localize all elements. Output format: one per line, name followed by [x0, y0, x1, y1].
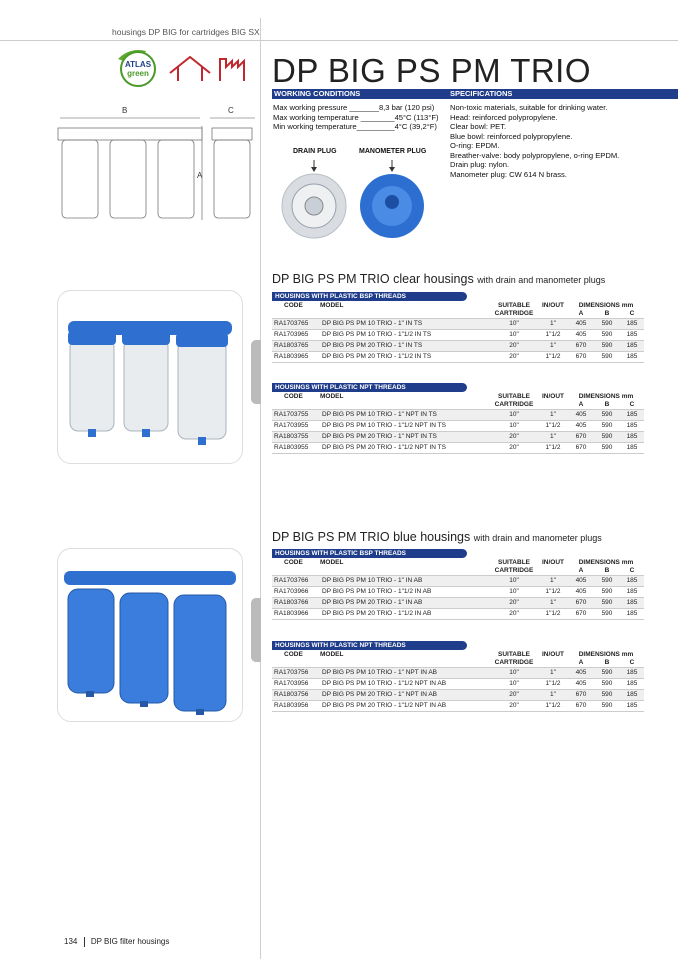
- inout-cell: 1"1/2: [538, 330, 568, 341]
- clear-housings-image: [58, 291, 242, 463]
- cartridge-cell: 20": [490, 701, 538, 712]
- table-header-cell: SUITABLE: [497, 393, 531, 400]
- cartridge-cell: 20": [490, 352, 538, 363]
- model-cell: DP BIG PS PM 20 TRIO - 1"1/2 IN AB: [320, 609, 490, 620]
- table-header-cell: CODE: [284, 302, 303, 309]
- model-cell: DP BIG PS PM 10 TRIO - 1" IN AB: [320, 576, 490, 587]
- inout-cell: 1": [538, 319, 568, 330]
- code-cell: RA1703955: [272, 421, 320, 432]
- dimension-drawing: [50, 102, 265, 228]
- inout-cell: 1"1/2: [538, 609, 568, 620]
- inout-cell: 1"1/2: [538, 352, 568, 363]
- section-subtitle: with drain and manometer plugs: [473, 533, 602, 543]
- dim-c-cell: 185: [620, 432, 644, 443]
- table-row: [272, 576, 644, 587]
- inout-cell: 1": [538, 598, 568, 609]
- housing-outlines: [58, 128, 252, 218]
- dim-a-cell: 670: [568, 598, 594, 609]
- table-row: [272, 598, 644, 609]
- table-header-cell: DIMENSIONS mm: [578, 651, 634, 658]
- inout-cell: 1"1/2: [538, 679, 568, 690]
- model-cell: DP BIG PS PM 10 TRIO - 1"1/2 IN AB: [320, 587, 490, 598]
- cartridge-cell: 20": [490, 443, 538, 454]
- table-header-cell: MODEL: [320, 302, 344, 309]
- table-header-cell: DIMENSIONS mm: [578, 302, 634, 309]
- table-row: [272, 609, 644, 620]
- dim-b-cell: 590: [594, 421, 620, 432]
- model-cell: DP BIG PS PM 20 TRIO - 1"1/2 NPT IN AB: [320, 701, 490, 712]
- dim-c-label: C: [228, 106, 234, 115]
- dim-b-cell: 590: [594, 319, 620, 330]
- table-row: [272, 341, 644, 352]
- page-number: 134: [64, 937, 78, 947]
- table-header-cell: IN/OUT: [541, 302, 565, 309]
- inout-cell: 1": [538, 668, 568, 679]
- inout-cell: 1"1/2: [538, 701, 568, 712]
- dim-b-cell: 590: [594, 341, 620, 352]
- spec-item: Breather-valve: body polypropylene, o-ring EPDM.: [450, 150, 620, 160]
- code-cell: RA1803955: [272, 443, 320, 454]
- table-header-cell: MODEL: [320, 651, 344, 658]
- dim-c-cell: 185: [620, 598, 644, 609]
- table-header-cell: SUITABLE: [497, 302, 531, 309]
- manometer-plug-label: MANOMETER PLUG: [359, 148, 427, 155]
- table-header-cell: A: [578, 567, 584, 574]
- section-title-main: DP BIG PS PM TRIO blue housings: [272, 530, 471, 544]
- code-cell: RA1803956: [272, 701, 320, 712]
- product-table: [272, 302, 644, 363]
- dim-b-cell: 590: [594, 576, 620, 587]
- logo-line1: ATLAS: [124, 60, 152, 69]
- dim-a-cell: 405: [568, 576, 594, 587]
- table-header-cell: B: [604, 401, 610, 408]
- dim-c-cell: 185: [620, 668, 644, 679]
- working-conditions-list: [273, 103, 439, 132]
- table-row: [272, 330, 644, 341]
- dim-c-cell: 185: [620, 421, 644, 432]
- table-row: [272, 701, 644, 712]
- drain-plug-label: DRAIN PLUG: [293, 148, 337, 155]
- model-cell: DP BIG PS PM 20 TRIO - 1" NPT IN TS: [320, 432, 490, 443]
- code-cell: RA1803966: [272, 609, 320, 620]
- dim-a-cell: 405: [568, 319, 594, 330]
- working-conditions-label: WORKING CONDITIONS: [274, 89, 361, 98]
- table-row: [272, 421, 644, 432]
- code-cell: RA1803755: [272, 432, 320, 443]
- table-header-cell: A: [578, 401, 584, 408]
- dim-a-cell: 670: [568, 432, 594, 443]
- dim-c-cell: 185: [620, 690, 644, 701]
- dim-b-label: B: [122, 106, 128, 115]
- dim-a-label: A: [197, 171, 203, 180]
- spec-item: Manometer plug: CW 614 N brass.: [450, 169, 567, 179]
- table-header-cell: CARTRIDGE: [494, 659, 534, 666]
- table-row: [272, 319, 644, 330]
- dim-a-cell: 670: [568, 341, 594, 352]
- specifications-list: [450, 103, 619, 179]
- dim-b-cell: 590: [594, 609, 620, 620]
- cartridge-cell: 10": [490, 668, 538, 679]
- dim-b-cell: 590: [594, 701, 620, 712]
- dim-a-cell: 670: [568, 701, 594, 712]
- model-cell: DP BIG PS PM 10 TRIO - 1"1/2 IN TS: [320, 330, 490, 341]
- table-row: [272, 443, 644, 454]
- spec-item: Non-toxic materials, suitable for drinking water.: [450, 103, 608, 112]
- table-header-cell: SUITABLE: [497, 651, 531, 658]
- atlas-green-logo: [118, 50, 155, 86]
- table-header-cell: MODEL: [320, 393, 344, 400]
- dim-c-cell: 185: [620, 341, 644, 352]
- table-row: [272, 690, 644, 701]
- logo-line2: green: [127, 69, 149, 78]
- dim-c-cell: 185: [620, 576, 644, 587]
- product-table: [272, 651, 644, 712]
- header-rule: [0, 40, 678, 41]
- dim-c-cell: 185: [620, 319, 644, 330]
- inout-cell: 1": [538, 576, 568, 587]
- code-cell: RA1703756: [272, 668, 320, 679]
- inout-cell: 1": [538, 432, 568, 443]
- code-cell: RA1803756: [272, 690, 320, 701]
- table-header-cell: IN/OUT: [541, 651, 565, 658]
- section-title-clear: [272, 272, 605, 286]
- table-header-cell: CODE: [284, 651, 303, 658]
- dim-c-cell: 185: [620, 352, 644, 363]
- table-header-cell: CODE: [284, 393, 303, 400]
- cartridge-cell: 10": [490, 576, 538, 587]
- footer: [64, 937, 169, 947]
- table-header-cell: CODE: [284, 559, 303, 566]
- table-header-cell: SUITABLE: [497, 559, 531, 566]
- dim-c-cell: 185: [620, 609, 644, 620]
- table-header-cell: C: [629, 401, 635, 408]
- spec-item: Drain plug: nylon.: [450, 160, 510, 169]
- section-title-blue: [272, 530, 602, 544]
- cartridge-cell: 20": [490, 432, 538, 443]
- table-label: HOUSINGS WITH PLASTIC BSP THREADS: [272, 549, 467, 558]
- table-row: [272, 668, 644, 679]
- table-header-cell: B: [604, 310, 610, 317]
- code-cell: RA1803765: [272, 341, 320, 352]
- table-header-cell: C: [629, 310, 635, 317]
- cartridge-cell: 10": [490, 421, 538, 432]
- dim-b-cell: 590: [594, 598, 620, 609]
- page-title: DP BIG PS PM TRIO: [272, 52, 592, 89]
- dim-a-cell: 405: [568, 410, 594, 421]
- dim-b-cell: 590: [594, 679, 620, 690]
- table-label: HOUSINGS WITH PLASTIC NPT THREADS: [272, 641, 467, 650]
- model-cell: DP BIG PS PM 20 TRIO - 1"1/2 NPT IN TS: [320, 443, 490, 454]
- dim-a-cell: 670: [568, 690, 594, 701]
- dim-b-cell: 590: [594, 690, 620, 701]
- code-cell: RA1703965: [272, 330, 320, 341]
- model-cell: DP BIG PS PM 20 TRIO - 1" IN TS: [320, 341, 490, 352]
- table-header-cell: B: [604, 659, 610, 666]
- inout-cell: 1"1/2: [538, 587, 568, 598]
- cartridge-cell: 10": [490, 330, 538, 341]
- dim-a-cell: 670: [568, 609, 594, 620]
- footer-divider: [84, 937, 85, 947]
- spec-item: Clear bowl: PET.: [450, 122, 507, 131]
- table-row: [272, 352, 644, 363]
- breadcrumb: housings DP BIG for cartridges BIG SX: [112, 27, 260, 37]
- table-row: [272, 679, 644, 690]
- table-header-cell: A: [578, 310, 584, 317]
- cartridge-cell: 20": [490, 609, 538, 620]
- dim-a-cell: 670: [568, 443, 594, 454]
- inout-cell: 1"1/2: [538, 421, 568, 432]
- model-cell: DP BIG PS PM 10 TRIO - 1" IN TS: [320, 319, 490, 330]
- industry-icon: [220, 59, 244, 81]
- code-cell: RA1803965: [272, 352, 320, 363]
- code-cell: RA1703755: [272, 410, 320, 421]
- cartridge-cell: 20": [490, 598, 538, 609]
- dim-c-cell: 185: [620, 410, 644, 421]
- dim-b-cell: 590: [594, 668, 620, 679]
- section-tab: [251, 598, 261, 662]
- section-tab: [251, 340, 261, 404]
- cartridge-cell: 20": [490, 690, 538, 701]
- table-header-cell: DIMENSIONS mm: [578, 559, 634, 566]
- cartridge-cell: 10": [490, 587, 538, 598]
- dim-c-cell: 185: [620, 443, 644, 454]
- dim-b-cell: 590: [594, 330, 620, 341]
- dim-b-cell: 590: [594, 410, 620, 421]
- model-cell: DP BIG PS PM 20 TRIO - 1" IN AB: [320, 598, 490, 609]
- code-cell: RA1803766: [272, 598, 320, 609]
- table-header-cell: CARTRIDGE: [494, 567, 534, 574]
- inout-cell: 1"1/2: [538, 443, 568, 454]
- dim-c-cell: 185: [620, 701, 644, 712]
- table-header-cell: B: [604, 567, 610, 574]
- product-table: [272, 559, 644, 620]
- spec-item: Head: reinforced polypropylene.: [450, 112, 558, 122]
- table-row: [272, 432, 644, 443]
- model-cell: DP BIG PS PM 10 TRIO - 1"1/2 NPT IN AB: [320, 679, 490, 690]
- dim-c-cell: 185: [620, 330, 644, 341]
- model-cell: DP BIG PS PM 10 TRIO - 1" NPT IN AB: [320, 668, 490, 679]
- table-header-cell: DIMENSIONS mm: [578, 393, 634, 400]
- house-icon: [170, 57, 210, 81]
- dim-c-cell: 185: [620, 679, 644, 690]
- dim-a-cell: 670: [568, 352, 594, 363]
- blue-housings-image: [58, 549, 242, 721]
- spec-item: Blue bowl: reinforced polypropylene.: [450, 131, 573, 141]
- table-header-cell: C: [629, 567, 635, 574]
- code-cell: RA1703966: [272, 587, 320, 598]
- model-cell: DP BIG PS PM 20 TRIO - 1"1/2 IN TS: [320, 352, 490, 363]
- code-cell: RA1703765: [272, 319, 320, 330]
- plug-images: [280, 158, 440, 244]
- cartridge-cell: 10": [490, 679, 538, 690]
- inout-cell: 1": [538, 341, 568, 352]
- section-bar: [272, 89, 678, 99]
- inout-cell: 1": [538, 690, 568, 701]
- dim-b-cell: 590: [594, 352, 620, 363]
- section-subtitle: with drain and manometer plugs: [477, 275, 606, 285]
- table-row: [272, 410, 644, 421]
- table-header-cell: IN/OUT: [541, 393, 565, 400]
- brand-logos: [112, 45, 262, 91]
- dim-a-cell: 405: [568, 668, 594, 679]
- blue-housings-photo: [57, 548, 243, 722]
- table-row: [272, 587, 644, 598]
- dim-a-cell: 405: [568, 330, 594, 341]
- cartridge-cell: 10": [490, 410, 538, 421]
- product-table: [272, 393, 644, 454]
- table-header-cell: C: [629, 659, 635, 666]
- table-label: HOUSINGS WITH PLASTIC BSP THREADS: [272, 292, 467, 301]
- table-header-cell: MODEL: [320, 559, 344, 566]
- model-cell: DP BIG PS PM 10 TRIO - 1"1/2 NPT IN TS: [320, 421, 490, 432]
- code-cell: RA1703956: [272, 679, 320, 690]
- model-cell: DP BIG PS PM 20 TRIO - 1" NPT IN AB: [320, 690, 490, 701]
- clear-housings-photo: [57, 290, 243, 464]
- cartridge-cell: 20": [490, 341, 538, 352]
- wc-item: Max working pressure _______8,3 bar (120 psi): [273, 103, 435, 112]
- dim-a-cell: 405: [568, 679, 594, 690]
- table-header-cell: CARTRIDGE: [494, 401, 534, 408]
- table-header-cell: CARTRIDGE: [494, 310, 534, 317]
- dim-b-cell: 590: [594, 587, 620, 598]
- dim-b-cell: 590: [594, 432, 620, 443]
- dim-a-cell: 405: [568, 421, 594, 432]
- model-cell: DP BIG PS PM 10 TRIO - 1" NPT IN TS: [320, 410, 490, 421]
- specifications-label: SPECIFICATIONS: [450, 89, 513, 98]
- inout-cell: 1": [538, 410, 568, 421]
- drain-plug-image: [282, 160, 346, 238]
- dim-c-cell: 185: [620, 587, 644, 598]
- table-label: HOUSINGS WITH PLASTIC NPT THREADS: [272, 383, 467, 392]
- dim-a-cell: 405: [568, 587, 594, 598]
- wc-item: Max working temperature ________45°C (113°F): [273, 112, 439, 122]
- wc-item: Min working temperature_________4°C (39,2°F): [273, 122, 437, 131]
- cartridge-cell: 10": [490, 319, 538, 330]
- table-header-cell: IN/OUT: [541, 559, 565, 566]
- footer-label: DP BIG filter housings: [90, 937, 170, 947]
- table-header-cell: A: [578, 659, 584, 666]
- code-cell: RA1703766: [272, 576, 320, 587]
- spec-item: O-ring: EPDM.: [450, 141, 500, 150]
- section-title-main: DP BIG PS PM TRIO clear housings: [272, 272, 474, 286]
- manometer-plug-image: [360, 160, 424, 238]
- dim-b-cell: 590: [594, 443, 620, 454]
